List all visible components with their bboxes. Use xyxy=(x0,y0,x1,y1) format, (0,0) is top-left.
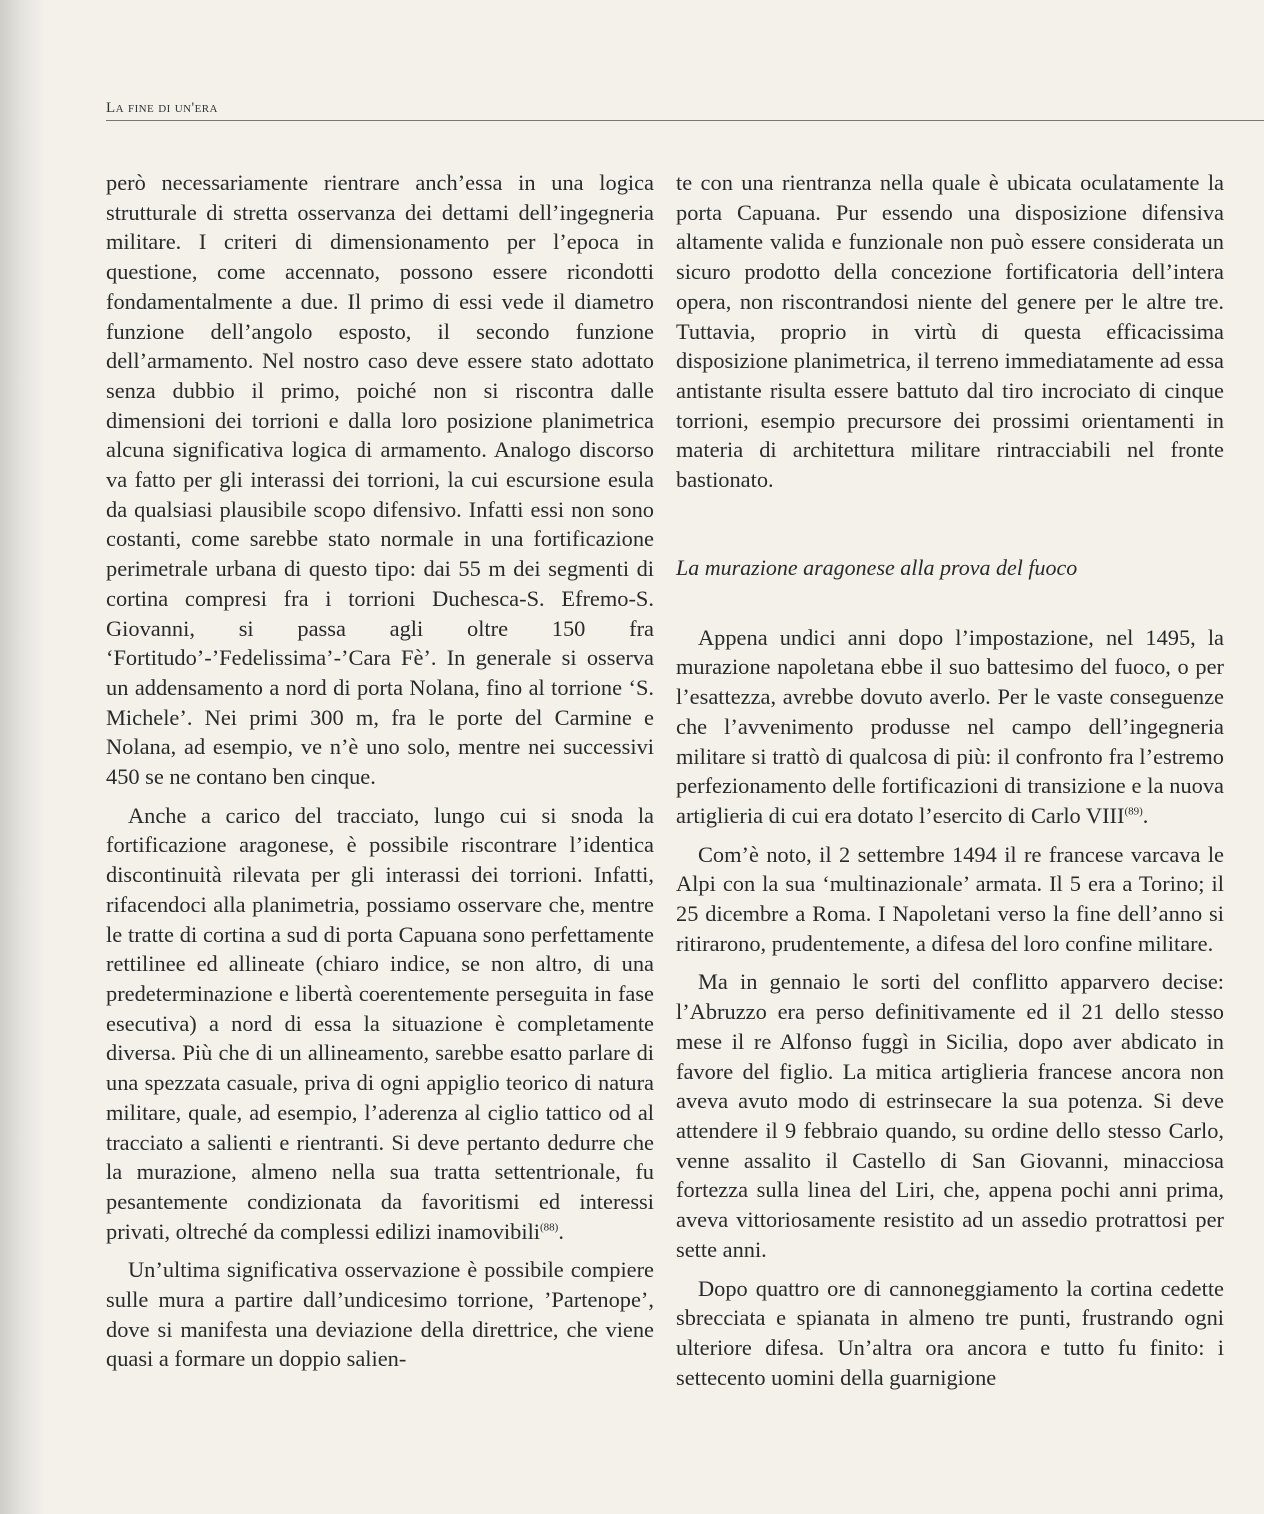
right-paragraph-4: Ma in gennaio le sorti del conflitto apparvero decise: l’Abruzzo era perso definitivamente ed il 21 dello stesso mese il re Alfonso fuggì in Sicilia, dopo aver abdicato in favore del figlio. La mitica artiglieria francese ancora non aveva avuto modo di estrinsecare la sua potenza. Si deve attendere il 9 febbraio quando, su ordine dello stesso Carlo, venne assalito il Castello di San Giovanni, minacciosa fortezza sulla linea del Liri, che, appena pochi anni prima, aveva vittoriosamente resistito ad un assedio protrattosi per sette anni. xyxy=(676,969,1224,1262)
right-paragraph-2-end: . xyxy=(1142,802,1149,828)
running-header-text: La fine di un'era xyxy=(106,100,218,116)
left-paragraph-2 xyxy=(106,801,654,1247)
left-paragraph-1: però necessariamente rientrare anch’essa in una logica strutturale di stretta osservanza dei dettami dell’ingegneria militare. I criteri di dimensionamento per l’epoca in questione, come accennato, possono essere ricondotti fondamentalmente a due. Il primo di essi vede il diametro funzione dell’angolo esposto, il secondo funzione dell’armamento. Nel nostro caso deve essere stato adottato senza dubbio il primo, poiché non si riscontra dalle dimensioni dei torrioni e dalla loro posizione planimetrica alcuna significativa logica di armamento. Analogo discorso va fatto per gli interassi dei torrioni, la cui escursione esula da qualsiasi plausibile scopo difensivo. Infatti essi non sono costanti, come sarebbe stato normale in una fortificazione perimetrale urbana di questo tipo: dai 55 m dei segmenti di cortina compresi fra i torrioni Duchesca-S. Efremo-S. Giovanni, si passa agli oltre 150 fra ‘Fortitudo’-’Fedelissima’-’Cara Fè’. In generale si osserva un addensamento a nord di porta Nolana, fino al torrione ‘S. Michele’. Nei primi 300 m, fra le porte del Carmine e Nolana, ad esempio, ve n’è uno solo, mentre nei successivi 450 se ne contano ben cinque. xyxy=(106,170,654,790)
right-paragraph-2-text: Appena undici anni dopo l’impostazione, nel 1495, la murazione napoletana ebbe il suo battesimo del fuoco, o per l’esattezza, avrebbe dovuto averlo. Per le vaste conseguenze che l’avvenimento produsse nel campo dell’ingegneria militare si trattò di qualcosa di più: il confronto fra l’estremo perfezionamento delle fortificazioni di transizione e la nuova artiglieria di cui era dotato l’esercito di Carlo VIII xyxy=(676,624,1224,828)
right-paragraph-1: te con una rientranza nella quale è ubicata oculatamente la porta Capuana. Pur essendo una disposizione difensiva altamente valida e funzionale non può essere considerata un sicuro prodotto della concezione fortificatoria dell’intera opera, non riscontrandosi niente del genere per le altre tre. Tuttavia, proprio in virtù di questa efficacissima disposizione planimetrica, il terreno immediatamente ad essa antistante risulta essere battuto dal tiro incrociato di cinque torrioni, esempio precursore dei prossimi orientamenti in materia di architettura militare rintracciabili nel fronte bastionato. xyxy=(676,170,1224,493)
page-gutter-shadow xyxy=(0,0,46,1514)
left-paragraph-2-end: . xyxy=(558,1218,564,1244)
left-paragraph-3: Un’ultima significativa osservazione è possibile compiere sulle mura a partire dall’undicesimo torrione, ’Partenope’, dove si manifesta una deviazione della direttrice, che viene quasi a formare un doppio salien- xyxy=(106,1257,654,1372)
running-header xyxy=(106,100,1264,121)
section-title: La murazione aragonese alla prova del fuoco xyxy=(676,554,1078,580)
left-column xyxy=(106,168,654,1374)
right-paragraph-3: Com’è noto, il 2 settembre 1494 il re francese varcava le Alpi con la sua ‘multinazionale’ armata. Il 5 era a Torino; il 25 dicembre a Roma. I Napoletani verso la fine dell’anno si ritirarono, prudentemente, a difesa del loro confine militare. xyxy=(676,841,1224,956)
right-column xyxy=(676,168,1224,1392)
footnote-ref-89: (89) xyxy=(1124,805,1143,818)
footnote-ref-88: (88) xyxy=(540,1221,559,1234)
right-paragraph-2 xyxy=(676,623,1224,831)
right-paragraph-5: Dopo quattro ore di cannoneggiamento la cortina cedette sbrecciata e spianata in almeno tre punti, frustrando ogni ulteriore difesa. Un’altra ora ancora e tutto fu finito: i settecento uomini della guarnigione xyxy=(676,1275,1224,1390)
left-paragraph-2-text: Anche a carico del tracciato, lungo cui si snoda la fortificazione aragonese, è possibile riscontrare l’identica discontinuità rilevata per gli interassi dei torrioni. Infatti, rifacendoci alla planimetria, possiamo osservare che, mentre le tratte di cortina a sud di porta Capuana sono perfettamente rettilinee ed allineate (chiaro indice, se non altro, di una predeterminazione e libertà coerentemente perseguita in fase esecutiva) a nord di essa la situazione è completamente diversa. Più che di un allineamento, sarebbe esatto parlare di una spezzata casuale, priva di ogni appiglio teorico di natura militare, quale, ad esempio, l’aderenza al ciglio tattico od al tracciato a salienti e rientranti. Si deve pertanto dedurre che la murazione, almeno nella sua tratta settentrionale, fu pesantemente condizionata da favoritismi ed interessi privati, oltreché da complessi edilizi inamovibili xyxy=(106,802,654,1244)
